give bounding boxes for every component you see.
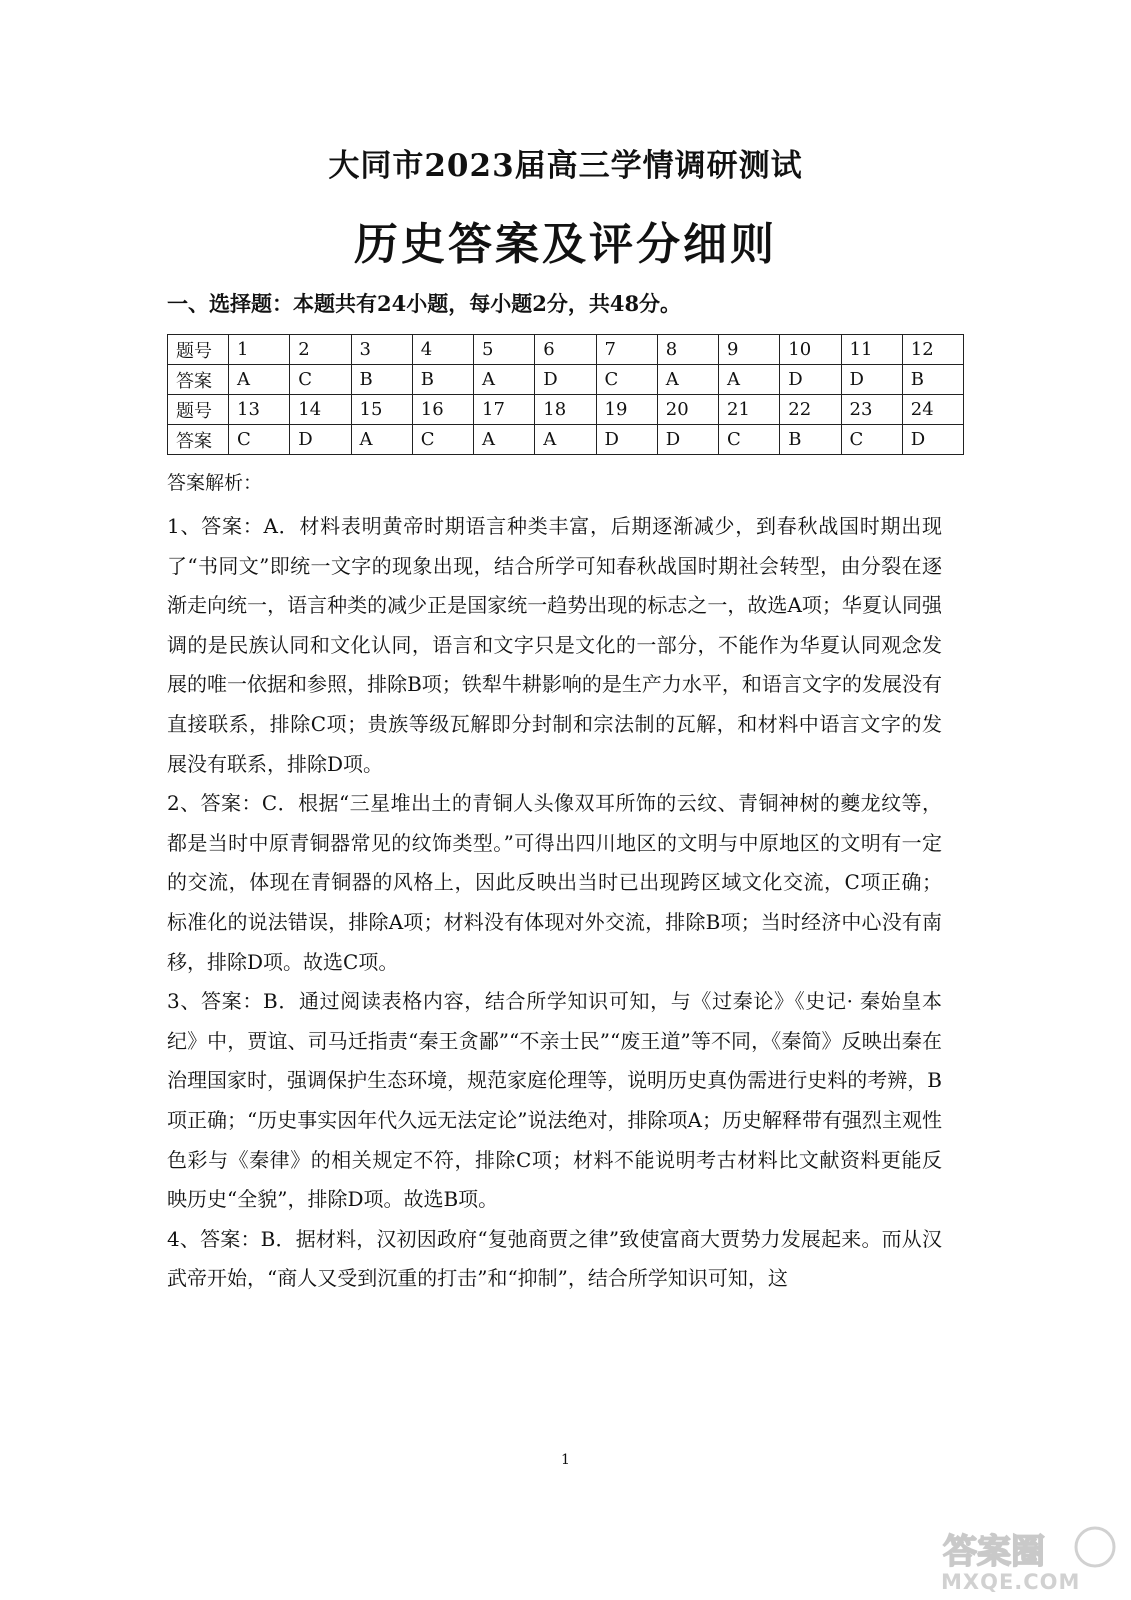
section-heading: 一、选择题：本题共有24小题，每小题2分，共48分。 [167,291,682,316]
table-cell: B [351,365,412,395]
table-cell: 16 [412,395,473,425]
table-row [168,425,964,455]
row-label: 题号 [168,335,229,365]
table-cell: 3 [351,335,412,365]
table-cell: D [841,365,902,395]
table-cell: 5 [474,335,535,365]
table-cell: D [902,425,963,455]
table-cell: 15 [351,395,412,425]
document-title: 大同市2023届高三学情调研测试 [328,148,803,184]
analysis-body [167,507,942,1299]
table-cell: 1 [229,335,290,365]
analysis-paragraph-4: 4、答案：B．据材料，汉初因政府“复弛商贾之律”致使富商大贾势力发展起来。而从汉武帝开始，“商人又受到沉重的打击”和“抑制”，结合所学知识可知，这 [167,1226,942,1291]
table-cell: 20 [657,395,718,425]
table-cell: C [719,425,780,455]
table-cell: A [474,425,535,455]
table-cell: B [902,365,963,395]
page-number: 1 [561,1452,570,1468]
table-cell: 19 [596,395,657,425]
table-cell: 11 [841,335,902,365]
table-cell: D [596,425,657,455]
table-cell: 14 [290,395,351,425]
analysis-heading: 答案解析： [167,472,263,494]
table-cell: 9 [719,335,780,365]
table-row [168,395,964,425]
table-cell: A [229,365,290,395]
document-subtitle: 历史答案及评分细则 [354,219,777,270]
table-cell: 10 [780,335,841,365]
table-cell: A [351,425,412,455]
table-cell: 6 [535,335,596,365]
table-cell: C [412,425,473,455]
table-cell: 7 [596,335,657,365]
table-row [168,335,964,365]
table-cell: 12 [902,335,963,365]
table-cell: 23 [841,395,902,425]
table-cell: D [657,425,718,455]
watermark-text: 答案圈 [943,1532,1045,1572]
table-cell: C [290,365,351,395]
answer-table [167,334,964,455]
table-cell: 13 [229,395,290,425]
table-cell: B [412,365,473,395]
table-cell: C [596,365,657,395]
table-cell: 18 [535,395,596,425]
table-cell: A [474,365,535,395]
analysis-paragraph-2: 2、答案：C．根据“三星堆出土的青铜人头像双耳所饰的云纹、青铜神树的夔龙纹等，都是当时中原青铜器常见的纹饰类型。”可得出四川地区的文明与中原地区的文明有一定的交流，体现在青铜器的风格上，因此反映出当时已出现跨区域文化交流，C项正确；标准化的说法错误，排除A项；材料没有体现对外交流，排除B项；当时经济中心没有南移，排除D项。故选C项。 [167,791,942,974]
table-cell: 24 [902,395,963,425]
table-cell: 2 [290,335,351,365]
row-label: 答案 [168,365,229,395]
table-cell: D [780,365,841,395]
table-cell: A [535,425,596,455]
watermark-url: MXQE.COM [941,1570,1081,1593]
table-cell: 17 [474,395,535,425]
watermark-logo [935,1525,1125,1593]
table-cell: D [290,425,351,455]
table-cell: 8 [657,335,718,365]
table-cell: C [229,425,290,455]
table-cell: A [657,365,718,395]
table-cell: D [535,365,596,395]
table-cell: A [719,365,780,395]
row-label: 题号 [168,395,229,425]
table-cell: 22 [780,395,841,425]
table-cell: C [841,425,902,455]
table-cell: B [780,425,841,455]
table-row [168,365,964,395]
row-label: 答案 [168,425,229,455]
table-cell: 4 [412,335,473,365]
table-cell: 21 [719,395,780,425]
analysis-paragraph-1: 1、答案：A．材料表明黄帝时期语言种类丰富，后期逐渐减少，到春秋战国时期出现了“书同文”即统一文字的现象出现，结合所学可知春秋战国时期社会转型，由分裂在逐渐走向统一，语言种类的减少正是国家统一趋势出现的标志之一，故选A项；华夏认同强调的是民族认同和文化认同，语言和文字只是文化的一部分，不能作为华夏认同观念发展的唯一依据和参照，排除B项；铁犁牛耕影响的是生产力水平，和语言文字的发展没有直接联系，排除C项；贵族等级瓦解即分封制和宗法制的瓦解，和材料中语言文字的发展没有联系，排除D项。 [167,514,942,776]
analysis-paragraph-3: 3、答案：B．通过阅读表格内容，结合所学知识可知，与《过秦论》《史记· 秦始皇本纪》中，贾谊、司马迁指责“秦王贪鄙”“不亲士民”“废王道”等不同，《秦简》反映出秦在治理国家时，强调保护生态环境，规范家庭伦理等，说明历史真伪需进行史料的考辨，B项正确；“历史事实因年代久远无法定论”说法绝对，排除项A；历史解释带有强烈主观性色彩与《秦律》的相关规定不符，排除C项；材料不能说明考古材料比文献资料更能反映历史“全貌”，排除D项。故选B项。 [167,989,942,1212]
